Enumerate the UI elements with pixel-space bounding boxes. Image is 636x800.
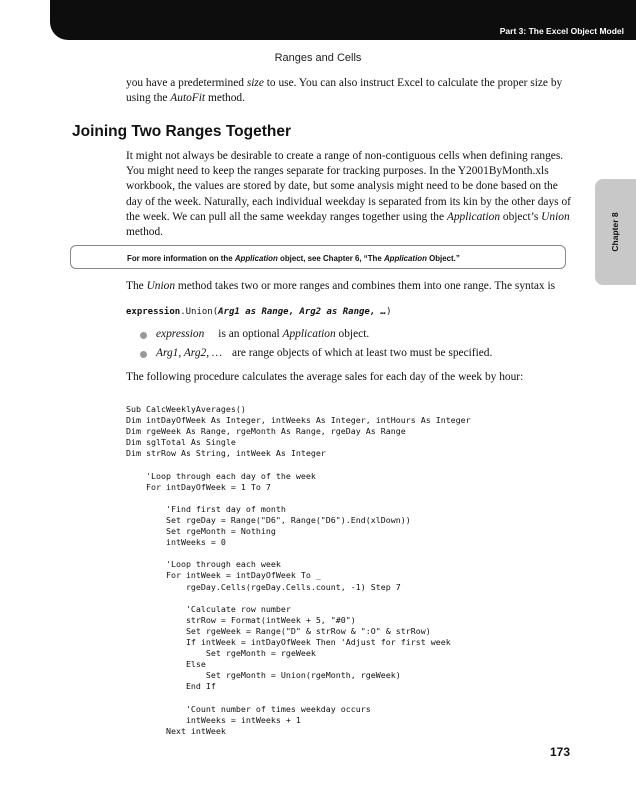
text-run: Object.” [426, 254, 460, 263]
bullet-icon [140, 351, 147, 358]
text-run-italic: Application [282, 328, 336, 340]
text-run: object, see Chapter 6, “The [277, 254, 384, 263]
syntax-expression: expression [126, 307, 181, 317]
code-listing: Sub CalcWeeklyAverages() Dim intDayOfWeek As Integer, intWeeks As Integer, intHours As Integer Dim rgeWeek As Range, rgeMonth As Range, rgeDay As Range Dim sglTotal As Single Dim strRow As String, intWeek As Integer 'Loop through each day of the week For intDayOfWeek = 1 To 7 'Find first day of month Set rgeDay = Range("D6", Range("D6").End(xlDown)) Set rgeMonth = Nothing intWeeks = 0 'Loop through each week For intWeek = intDayOfWeek To _ rgeDay.Cells(rgeDay.Cells.count, -1) Step 7 'Calculate row number strRow = Format(intWeek + 5, "#0") Set rgeWeek = Range("D" & strRow & ":O" & strRow) If intWeek = intDayOfWeek Then 'Adjust for first week Set rgeMonth = rgeWeek Else Set rgeMonth = Union(rgeMonth, rgeWeek) End If 'Count number of times weekday occurs intWeeks = intWeeks + 1 Next intWeek [126, 404, 471, 736]
syntax-method: .Union( [180, 307, 219, 317]
text-run-italic: Union [541, 210, 570, 223]
text-run: to use. You can also instruct Excel to calculate the proper size by using the [126, 77, 563, 105]
bullet-term: expression [156, 328, 205, 340]
text-run: object’s [500, 210, 542, 223]
text-run-italic: Application [383, 254, 427, 263]
bullet-item [156, 347, 492, 359]
text-run: you have a predetermined [126, 77, 247, 89]
text-run: object. [335, 328, 370, 340]
page-number: 173 [549, 745, 570, 759]
syntax-line [126, 307, 392, 317]
paragraph-procedure: The following procedure calculates the average sales for each day of the week by hour: [126, 371, 524, 383]
part-label: Part 3: The Excel Object Model [499, 26, 624, 36]
bullet-icon [140, 332, 147, 339]
syntax-args: Arg1 as Range, Arg2 as Range, … [218, 307, 387, 317]
text-run-italic: Union [146, 280, 176, 292]
note-text [127, 254, 460, 263]
syntax-close: ) [386, 307, 392, 317]
running-head: Ranges and Cells [274, 52, 362, 64]
text-run-italic: Application [446, 210, 501, 223]
top-header-bar [50, 0, 636, 40]
text-run-italic: size [246, 77, 264, 89]
chapter-tab-label: Chapter 8 [610, 212, 620, 252]
text-run: For more information on the [127, 254, 235, 263]
section-heading: Joining Two Ranges Together [72, 123, 292, 140]
paragraph-union [126, 279, 572, 294]
bullet-item [156, 328, 369, 340]
text-run-italic: AutoFit [170, 92, 206, 105]
text-run: The [126, 280, 147, 292]
text-run-italic: Application [234, 254, 278, 263]
bullet-term: Arg1, Arg2, … [156, 347, 223, 359]
text-run: method. [205, 92, 245, 105]
text-run: are range objects of which at least two must be specified. [232, 347, 493, 359]
text-run: method. [126, 226, 164, 239]
paragraph-main [126, 149, 572, 240]
paragraph-top [126, 76, 572, 106]
text-run: is an optional [218, 328, 283, 340]
text-run: It might not always be desirable to create a range of non-contiguous cells when defining ranges. You might need to keep the ranges separate for tracking purposes. In the Y2001ByMonth.xls workbook, the values are stored by date, but some analysis might need to be done based on the day of the week. Naturally, each individual weekday is separated from its kin by the other days of the week. We can pull all the same weekday ranges together using the [126, 150, 571, 223]
text-run: method takes two or more ranges and combines them into one range. The syntax is [175, 280, 556, 292]
